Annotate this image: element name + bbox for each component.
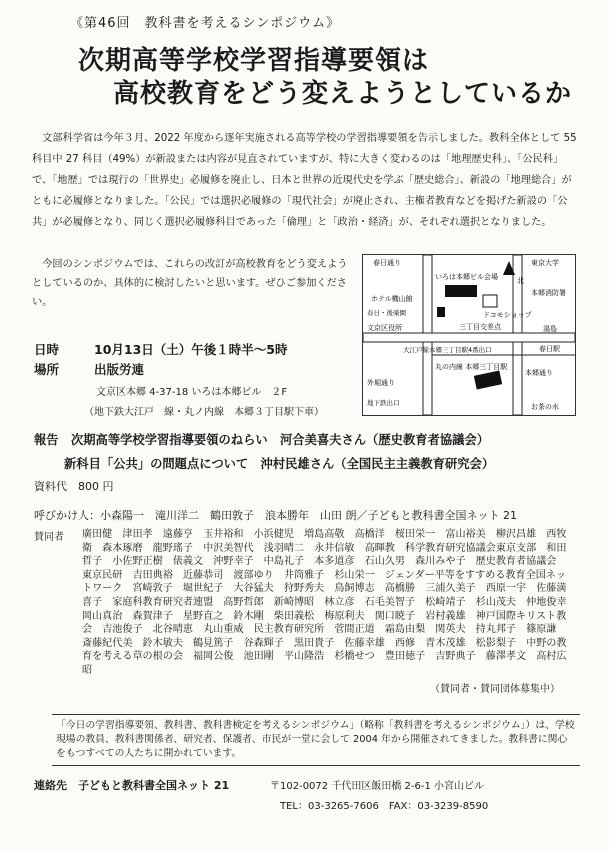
fee-label: 資料代 bbox=[34, 480, 67, 493]
report-label: 報告 bbox=[34, 433, 59, 447]
station-marker bbox=[474, 370, 502, 389]
callers-names: 小森陽一 滝川洋二 鶴田敦子 浪本勝年 山田 朗／子どもと教科書全国ネット 21 bbox=[100, 509, 517, 522]
material-fee bbox=[34, 478, 114, 494]
report-talk-2: 新科目「公共」の問題点について 沖村民雄さん（全国民主主義教育研究会） bbox=[64, 457, 495, 471]
map-label-15: 北 bbox=[517, 277, 524, 285]
venue-address: 文京区本郷 4-37-18 いろは本郷ビル ２F bbox=[96, 387, 288, 398]
contact-org-name: 子どもと教科書全国ネット 21 bbox=[78, 779, 230, 792]
map-graphic bbox=[363, 255, 575, 415]
road-horizontal bbox=[363, 333, 575, 342]
callers-label: 呼びかけ人： bbox=[34, 509, 100, 522]
contact-address: 〒102-0072 千代田区飯田橋 2-6-1 小宮山ビル bbox=[270, 781, 484, 792]
report-line-1 bbox=[34, 428, 494, 452]
map-label-14: お茶の水 bbox=[531, 403, 559, 411]
event-date bbox=[34, 340, 288, 358]
report-line-2 bbox=[34, 452, 494, 476]
contact-org bbox=[34, 777, 229, 793]
map-label-0: 春日通り bbox=[373, 259, 401, 267]
map-label-8: 大江戸線本郷三丁目駅4番出口 bbox=[403, 346, 492, 354]
about-text: 「今日の学習指導要領、教科書、教科書検定を考えるシンポジウム」（略称「教科書を考えるシンポジウム」）は、学校現場の教員、教科書関係者、研究者、保護者、市民が一堂に会して 2004 年から開催されてきました。教科書に関心をもつすべての人たちに開かれています。 bbox=[56, 720, 575, 759]
map-label-9: 丸の内線 本郷三丁目駅 bbox=[435, 363, 508, 371]
series-title: 《第46回 教科書を考えるシンポジウム》 bbox=[70, 16, 341, 31]
about-box bbox=[52, 714, 580, 766]
venue-map bbox=[362, 254, 576, 416]
map-label-6: 文京区役所 bbox=[367, 324, 402, 332]
map-label-7: 三丁目交差点 bbox=[459, 323, 501, 331]
venue-label: 場所 bbox=[34, 362, 60, 377]
map-label-17: 地下鉄出口 bbox=[367, 399, 400, 407]
venue-value: 出版労連 bbox=[94, 362, 145, 377]
map-label-12: 湯島 bbox=[543, 325, 557, 333]
intro-paragraph: 文部科学省は今年３月、2022 年度から逐年実施される高等学校の学習指導要領を告示しました。教科全体として 55 科目中 27 科目（49%）が新設または内容が見直されていますが、特に大きく変わるのは「地理歴史科」、「公民科」で、「地歴」では現行の「世界史」必履修を廃止し、日本と世界の近現代史を学ぶ「歴史総合」、新設の「地理総合」がともに必履修となりました。「公民」では選択必履修の「現代社会」が廃止され、主権者教育などを掲げた新設の「公共」が必履修となり、同じく選択必履修科目であった「倫理」と「政治・経済」が、それぞれ選択となりました。 bbox=[32, 133, 577, 228]
map-label-11: 外堀通り bbox=[367, 379, 395, 387]
hotel-marker bbox=[437, 307, 445, 317]
fee-value: 800 円 bbox=[78, 480, 114, 493]
map-label-4: ドコモショップ bbox=[483, 311, 532, 319]
docomo-marker bbox=[483, 295, 497, 307]
supporters-note: （賛同者・賛同団体募集中） bbox=[430, 684, 560, 695]
map-label-13: 春日駅 bbox=[539, 345, 560, 353]
date-label: 日時 bbox=[34, 342, 60, 357]
report-talk-1: 次期高等学校学習指導要領のねらい 河合美喜夫さん（歴史教育者協議会） bbox=[70, 433, 490, 447]
map-label-5: 本郷消防署 bbox=[531, 289, 566, 297]
map-label-10: 本郷通り bbox=[525, 369, 553, 377]
contact-details bbox=[270, 777, 488, 817]
map-label-2: いろは本郷ビル会場 bbox=[435, 273, 498, 281]
map-label-16: 春日・後楽園 bbox=[367, 309, 406, 317]
supporters-list: 廣田健 津田孝 遠藤亨 玉井裕和 小浜健児 増島高敬 高橋洋 桜田栄一 富山裕美 柳沢昌雄 西牧衛 森本琢磨 龍野瑤子 中沢美智代 浅羽晴二 永井信敏 高暉教 科学教育研究協議会東京支部 和田哲子 小佐野正樹 俵義文 沖野幸子 中島礼子 本多道彦 石山久男 森川みや子 歴史教育者協議会 東京民研 吉田典裕 近藤恭司 渡部ゆり 井筒雅子 杉山栄一 ジェンダー平等をすすめる教育全国ネットワーク 宮崎敦子 堀世紀子 大谷猛夫 狩野秀夫 鳥飼博志 高橋勝 三浦久美子 西原一宇 佐藤満喜子 家庭科教育研究者連盟 高野哲郎 新崎博昭 林立彦 石毛美智子 松崎靖子 杉山茂夫 仲地俊幸 岡山真治 森賀津子 星野直之 鈴木剛 柴田義松 梅原利夫 関口暁子 岩村義雄 神戸国際キリスト教会 吉池俊子 北谷晴恵 丸山重威 民主教育研究所 菅間正道 霜島由梨 関英夫 持丸邦子 篠原謙 斎藤紀代美 鈴木敏夫 鶴見篤子 谷森輝子 黒田貴子 佐藤幸雄 西修 青木茂雄 松影梨子 中野の教育を考える草の根の会 福岡公俊 池田剛 平山隆浩 杉橋せつ 豊田徳子 吉野典子 藤澤孝文 高村広昭 bbox=[82, 529, 577, 676]
main-title-line1: 次期高等学校学習指導要領は bbox=[78, 46, 430, 76]
callers bbox=[34, 507, 517, 523]
venue-building-marker bbox=[445, 285, 477, 297]
date-value: 10月13日（土）午後１時半～5時 bbox=[94, 342, 288, 357]
main-title-line2: 高校教育をどう変えようとしているか bbox=[113, 79, 573, 109]
contact-phone: TEL：03-3265-7606 FAX：03-3239-8590 bbox=[280, 801, 489, 812]
intro-paragraph-2: 今回のシンポジウムでは、これらの改訂が高校教育をどう変えようとしているのか、具体的に検討したいと思います。ぜひご参加ください。 bbox=[32, 259, 348, 308]
event-venue bbox=[34, 360, 144, 378]
map-label-1: 東京大学 bbox=[531, 259, 559, 267]
map-label-3: ホテル機山館 bbox=[371, 295, 413, 303]
venue-access: （地下鉄大江戸 線・丸ノ内線 本郷３丁目駅下車） bbox=[84, 407, 324, 418]
supporters-label: 賛同者 bbox=[34, 532, 64, 543]
contact-label: 連絡先 bbox=[34, 779, 67, 792]
report-section bbox=[34, 428, 494, 476]
